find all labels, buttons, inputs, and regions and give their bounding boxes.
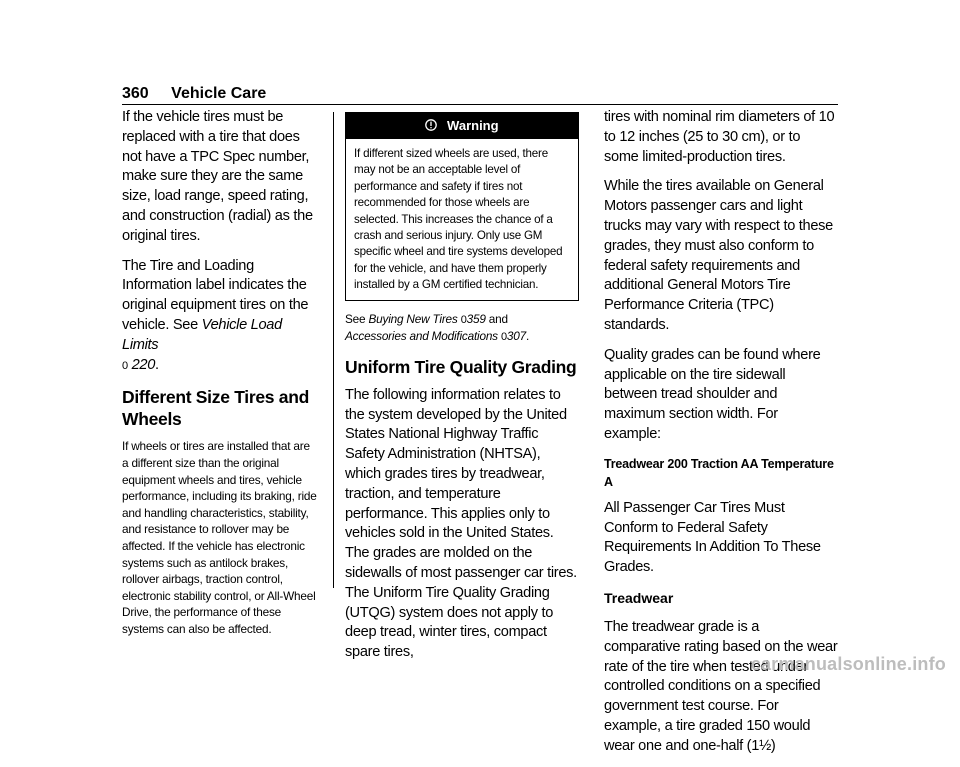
paragraph-treadwear: The treadwear grade is a comparative rating based on the wear rate of the tire when tested under controlled conditions on a specified government test course. For example, a tire graded 150 would wear one and one-half (1½) bbox=[604, 618, 838, 754]
see-also: See Buying New Tires 0359 and Accessories and Modifications 0307. bbox=[345, 311, 530, 344]
link-vehicle-load-limits[interactable]: Vehicle Load Limits bbox=[122, 316, 282, 353]
see-prefix: See bbox=[345, 311, 366, 326]
page-ref-icon: 0 bbox=[500, 331, 507, 344]
paragraph-utqg: The following information relates to the system developed by the United States National Highway Traffic Safety Administration (NHTSA), which grades tires by treadwear, traction, and temperature performance. This applies only to vehicles sold in the United States. The grades are molded on the sidewalls of most passenger car tires. The Uniform Tire Quality Grading (UTQG) system does not apply to deep tread, winter tires, compact spare tires, bbox=[345, 386, 577, 661]
column-left bbox=[122, 108, 318, 647]
see-and: and bbox=[488, 311, 508, 326]
warning-header bbox=[346, 113, 578, 139]
paragraph-conform: All Passenger Car Tires Must Conform to Federal Safety Requirements In Addition To These Grades. bbox=[604, 499, 821, 576]
page-ref-icon: 0 bbox=[460, 313, 467, 326]
heading-utqg: Uniform Tire Quality Grading bbox=[345, 356, 577, 377]
paragraph-quality-grades: Quality grades can be found where applicable on the tire sidewall between tread shoulder and maximum section width. For example: bbox=[604, 346, 821, 442]
paragraph-label: The Tire and Loading Information label indicates the original equipment tires on the vehicle. See Vehicle Load Limits 0 220. bbox=[122, 257, 309, 373]
page-ref-icon: 0 bbox=[122, 359, 128, 372]
warning-icon bbox=[425, 113, 437, 139]
page-header bbox=[122, 84, 838, 104]
subheading-treadwear: Treadwear bbox=[604, 589, 674, 606]
example-grade: Treadwear 200 Traction AA Temperature A bbox=[604, 456, 834, 489]
page-ref-307[interactable]: 307 bbox=[506, 329, 526, 344]
column-divider bbox=[333, 112, 334, 588]
heading-different-size: Different Size Tires and Wheels bbox=[122, 387, 309, 430]
link-accessories[interactable]: Accessories and Modifications bbox=[345, 329, 498, 344]
header-rule bbox=[122, 104, 838, 105]
link-buying-new-tires[interactable]: Buying New Tires bbox=[368, 311, 458, 326]
paragraph-different-size: If wheels or tires are installed that are a different size than the original equipment wheels and tires, vehicle performance, including its braking, ride and handling characteristics, stability, and resistance to rollover may be affected. If the vehicle has electronic systems such as antilock brakes, rollover airbags, traction control, electronic stability control, or All-Wheel Drive, the performance of these systems can also be affected. bbox=[122, 439, 317, 636]
warning-body: If different sized wheels are used, there may not be an acceptable level of performance and safety if tires not recommended for those wheels are selected. This increases the chance of a crash and serious injury. Only use GM specific wheel and tire systems developed for the vehicle, and have them properly installed by a GM certified technician. bbox=[354, 147, 563, 292]
paragraph-rim: tires with nominal rim diameters of 10 to 12 inches (25 to 30 cm), or to some limited-production tires. bbox=[604, 109, 835, 165]
section-title: Vehicle Care bbox=[171, 85, 267, 102]
paragraph-label-text: The Tire and Loading Information label indicates the original equipment tires on the vehicle. See bbox=[122, 257, 309, 333]
warning-box bbox=[345, 112, 579, 301]
column-middle bbox=[345, 108, 579, 673]
paragraph-tpc: If the vehicle tires must be replaced with a tire that does not have a TPC Spec number, make sure they are the same size, load range, speed rating, and construction (radial) as the original tires. bbox=[122, 109, 313, 244]
paragraph-gm-tires: While the tires available on General Motors passenger cars and light trucks may vary with respect to these grades, they must also conform to federal safety requirements and additional General Motors Tire Performance Criteria (TPC) standards. bbox=[604, 178, 833, 333]
page-number: 360 bbox=[122, 85, 149, 102]
warning-title: Warning bbox=[447, 118, 499, 133]
watermark: carmanualsonline.info bbox=[750, 654, 946, 674]
page-ref-359[interactable]: 359 bbox=[466, 311, 486, 326]
page-ref-220[interactable]: 220 bbox=[131, 356, 156, 373]
